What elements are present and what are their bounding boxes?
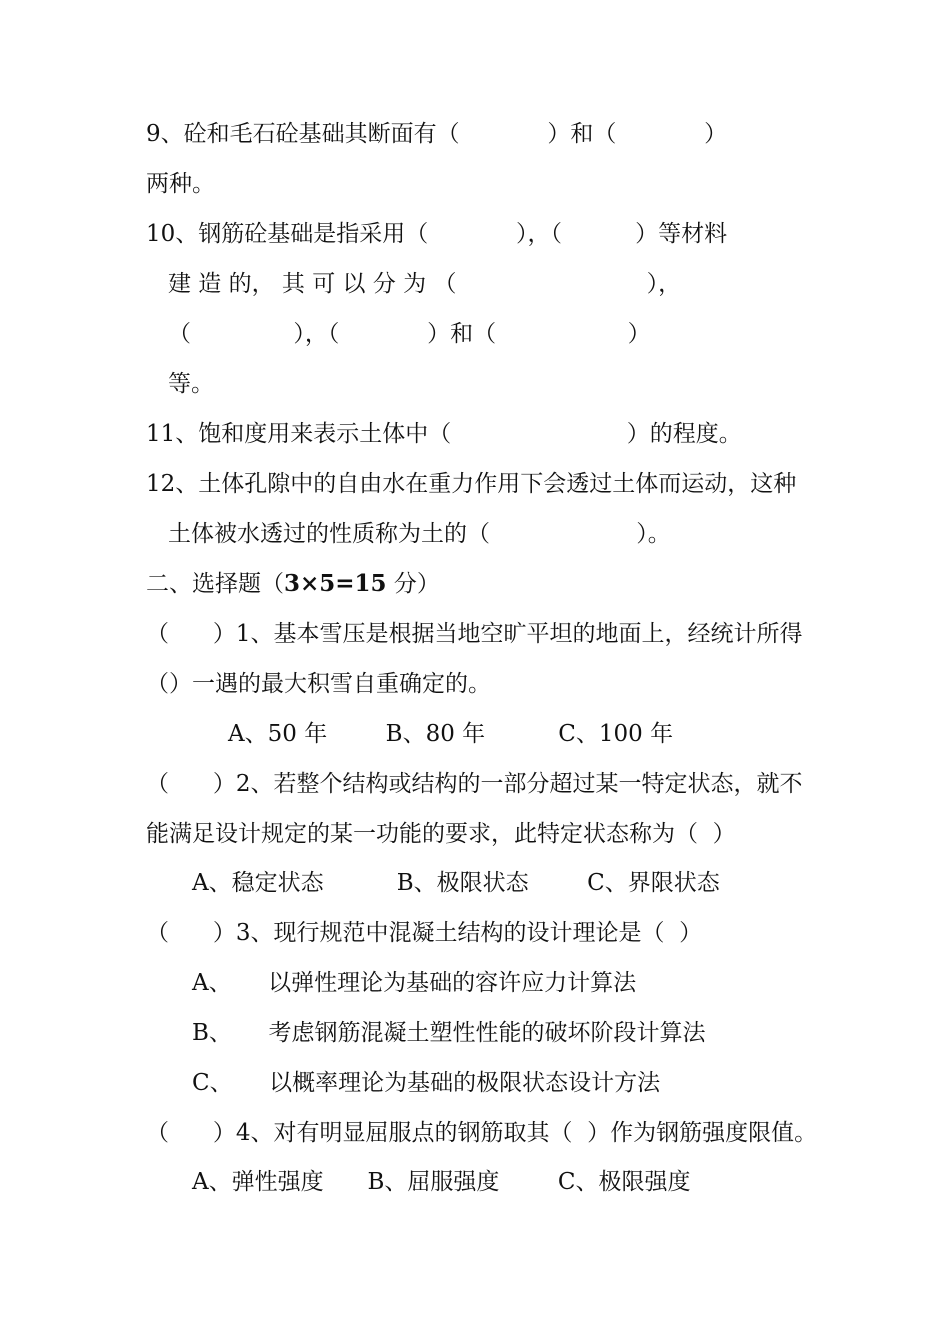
choice-3-line-1: （ ）3、现行规范中混凝土结构的设计理论是（ ）: [146, 920, 703, 946]
choice-2-line-1: （ ）2、若整个结构或结构的一部分超过某一特定状态，就不: [146, 771, 803, 797]
question-11: 11、饱和度用来表示土体中（ ）的程度。: [146, 421, 742, 447]
section-heading: [146, 569, 440, 599]
question-9-line-2: 两种。: [146, 171, 215, 197]
question-9-line-1: 9、砼和毛石砼基础其断面有（ ）和（ ）: [146, 121, 728, 147]
choice-3-option-a: A、 以弹性理论为基础的容许应力计算法: [192, 970, 637, 996]
question-12-line-1: 12、土体孔隙中的自由水在重力作用下会透过土体而运动，这种: [146, 471, 797, 497]
question-10-line-4: 等。: [168, 371, 214, 397]
section-heading-prefix: 二、选择题（: [146, 571, 284, 597]
choice-1-options: A、50 年 B、80 年 C、100 年: [228, 721, 674, 747]
choice-1-line-2: （）一遇的最大积雪自重确定的。: [146, 671, 491, 697]
choice-4-options: A、弹性强度 B、屈服强度 C、极限强度: [192, 1169, 691, 1195]
choice-2-options: A、稳定状态 B、极限状态 C、界限状态: [192, 870, 720, 896]
choice-3-option-c: C、 以概率理论为基础的极限状态设计方法: [192, 1070, 661, 1096]
question-12-line-2: 土体被水透过的性质称为土的（ ）。: [168, 521, 671, 547]
choice-3-option-b: B、 考虑钢筋混凝土塑性性能的破坏阶段计算法: [192, 1020, 706, 1046]
choice-1-line-1: （ ）1、基本雪压是根据当地空旷平坦的地面上，经统计所得: [146, 621, 803, 647]
choice-2-line-2: 能满足设计规定的某一功能的要求，此特定状态称为（ ）: [146, 821, 736, 847]
question-10-line-3: （ ），（ ）和（ ）: [168, 321, 651, 347]
question-10-line-2: 建 造 的， 其 可 以 分 为 （ ），: [168, 271, 682, 297]
section-heading-score: 3×5=15: [284, 570, 387, 597]
question-10-line-1: 10、钢筋砼基础是指采用（ ），（ ）等材料: [146, 221, 728, 247]
choice-4-line-1: （ ）4、对有明显屈服点的钢筋取其（ ）作为钢筋强度限值。: [146, 1120, 818, 1146]
section-heading-suffix: 分）: [386, 571, 440, 597]
